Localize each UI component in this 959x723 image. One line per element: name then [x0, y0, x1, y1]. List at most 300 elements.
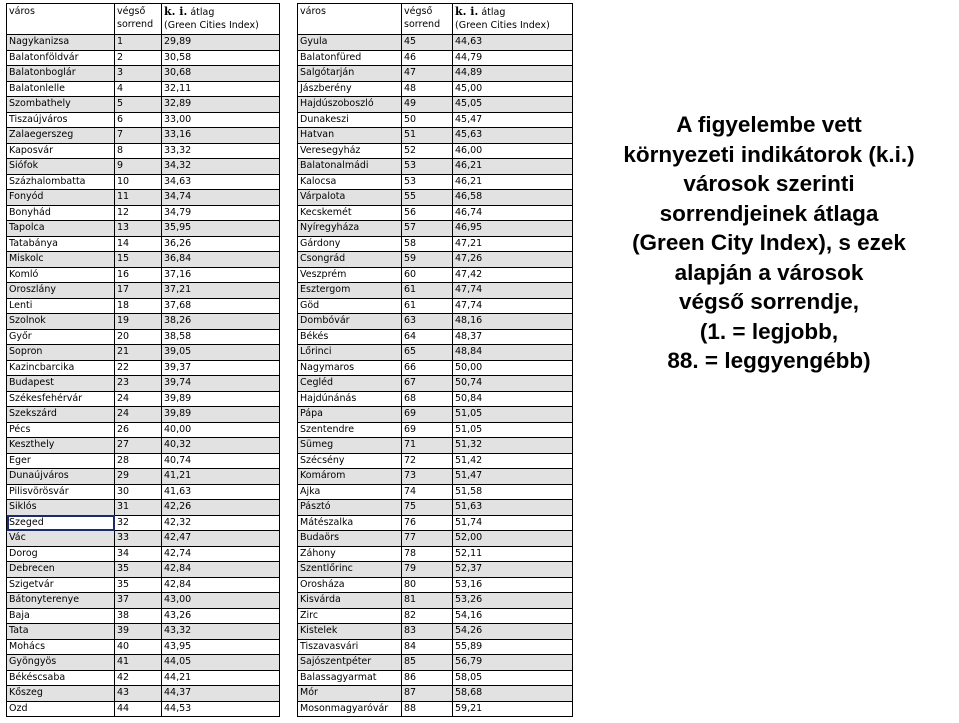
- index-cell: 38,26: [162, 314, 280, 330]
- index-cell: 51,05: [453, 407, 573, 423]
- table-row: [7, 577, 280, 593]
- table-row: [298, 500, 573, 516]
- city-cell: Várpalota: [298, 190, 402, 206]
- rank-cell: 34: [115, 546, 162, 562]
- city-cell: Pécs: [7, 422, 115, 438]
- city-cell: Csongrád: [298, 252, 402, 268]
- city-cell: Ozd: [7, 701, 115, 717]
- city-cell: Szigetvár: [7, 577, 115, 593]
- table-row: [7, 407, 280, 423]
- index-cell: 51,42: [453, 453, 573, 469]
- city-cell: Pápa: [298, 407, 402, 423]
- index-cell: 46,00: [453, 143, 573, 159]
- table-row: [7, 143, 280, 159]
- rank-cell: 23: [115, 376, 162, 392]
- city-cell: Székesfehérvár: [7, 391, 115, 407]
- index-cell: 53,26: [453, 593, 573, 609]
- rank-cell: 19: [115, 314, 162, 330]
- rank-cell: 48: [402, 81, 453, 97]
- index-cell: 37,68: [162, 298, 280, 314]
- caption-line: városok szerinti: [683, 171, 855, 196]
- table-header-row: [298, 4, 573, 35]
- rank-cell: 77: [402, 531, 453, 547]
- rank-cell: 20: [115, 329, 162, 345]
- table-row: [298, 577, 573, 593]
- table-row: [298, 484, 573, 500]
- rank-cell: 71: [402, 438, 453, 454]
- index-cell: 52,00: [453, 531, 573, 547]
- table-row: [298, 221, 573, 237]
- rank-cell: 37: [115, 593, 162, 609]
- index-cell: 39,89: [162, 407, 280, 423]
- city-cell: Békés: [298, 329, 402, 345]
- caption-line: végső sorrendje,: [678, 289, 860, 314]
- rank-cell: 35: [115, 562, 162, 578]
- table-row: [298, 283, 573, 299]
- city-cell: Sümeg: [298, 438, 402, 454]
- city-cell: Balatonalmádi: [298, 159, 402, 175]
- table-row: [298, 174, 573, 190]
- city-cell: Bonyhád: [7, 205, 115, 221]
- rank-cell: 21: [115, 345, 162, 361]
- table-row: [298, 515, 573, 531]
- index-cell: 46,21: [453, 174, 573, 190]
- index-cell: 52,37: [453, 562, 573, 578]
- rank-cell: 72: [402, 453, 453, 469]
- rank-cell: 13: [115, 221, 162, 237]
- table-row: [298, 438, 573, 454]
- table-row: [7, 515, 280, 531]
- index-cell: 38,58: [162, 329, 280, 345]
- rank-cell: 66: [402, 360, 453, 376]
- table-row: [298, 267, 573, 283]
- ranking-table-right: [297, 3, 573, 717]
- city-cell: Tatabánya: [7, 236, 115, 252]
- table-row: [298, 376, 573, 392]
- table-row: [7, 128, 280, 144]
- table-row: [298, 453, 573, 469]
- table-row: [7, 670, 280, 686]
- index-cell: 39,89: [162, 391, 280, 407]
- table-row: [7, 655, 280, 671]
- city-cell: Cegléd: [298, 376, 402, 392]
- index-cell: 51,74: [453, 515, 573, 531]
- index-cell: 44,89: [453, 66, 573, 82]
- table-row: [298, 128, 573, 144]
- rank-cell: 73: [402, 469, 453, 485]
- rank-cell: 58: [402, 236, 453, 252]
- table-row: [7, 221, 280, 237]
- rank-cell: 69: [402, 407, 453, 423]
- index-cell: 42,26: [162, 500, 280, 516]
- city-cell: Kaposvár: [7, 143, 115, 159]
- index-cell: 47,74: [453, 283, 573, 299]
- city-cell: Veresegyház: [298, 143, 402, 159]
- ranking-table-right-body: [298, 4, 573, 717]
- index-cell: 50,00: [453, 360, 573, 376]
- rank-cell: 84: [402, 639, 453, 655]
- table-row: [7, 686, 280, 702]
- city-cell: Gyula: [298, 35, 402, 51]
- index-cell: 47,26: [453, 252, 573, 268]
- rank-cell: 78: [402, 546, 453, 562]
- table-row: [298, 608, 573, 624]
- table-row: [298, 562, 573, 578]
- city-cell: Kisvárda: [298, 593, 402, 609]
- city-cell: Hajdúszoboszló: [298, 97, 402, 113]
- city-cell: Jászberény: [298, 81, 402, 97]
- city-cell: Siklós: [7, 500, 115, 516]
- index-cell: 39,74: [162, 376, 280, 392]
- rank-cell: 11: [115, 190, 162, 206]
- table-row: [7, 639, 280, 655]
- city-cell: Keszthely: [7, 438, 115, 454]
- rank-cell: 85: [402, 655, 453, 671]
- table-row: [298, 360, 573, 376]
- rank-cell: 7: [115, 128, 162, 144]
- table-row: [7, 112, 280, 128]
- index-cell: 30,58: [162, 50, 280, 66]
- index-cell: 40,00: [162, 422, 280, 438]
- city-cell: Gárdony: [298, 236, 402, 252]
- rank-cell: 64: [402, 329, 453, 345]
- table-row: [7, 236, 280, 252]
- table-row: [7, 205, 280, 221]
- city-cell: Pilisvörösvár: [7, 484, 115, 500]
- table-row: [298, 143, 573, 159]
- rank-cell: 4: [115, 81, 162, 97]
- rank-cell: 16: [115, 267, 162, 283]
- city-cell: Nyíregyháza: [298, 221, 402, 237]
- caption-line: sorrendjeinek átlaga: [659, 200, 879, 226]
- table-row: [298, 686, 573, 702]
- city-cell: Balatonföldvár: [7, 50, 115, 66]
- table-row: [7, 329, 280, 345]
- index-cell: 58,68: [453, 686, 573, 702]
- city-cell: Százhalombatta: [7, 174, 115, 190]
- table-row: [298, 639, 573, 655]
- caption-line: (Green City Index), s ezek: [632, 230, 906, 255]
- table-row: [298, 81, 573, 97]
- index-cell: 47,21: [453, 236, 573, 252]
- index-cell: 40,32: [162, 438, 280, 454]
- caption-line: környezeti indikátorok (k.i.): [623, 141, 915, 167]
- table-row: [7, 360, 280, 376]
- rank-cell: 76: [402, 515, 453, 531]
- index-cell: 45,63: [453, 128, 573, 144]
- index-cell: 59,21: [453, 701, 573, 717]
- table-row: [7, 701, 280, 717]
- city-cell: Siófok: [7, 159, 115, 175]
- city-cell: Zirc: [298, 608, 402, 624]
- city-cell: Kőszeg: [7, 686, 115, 702]
- index-cell: 41,21: [162, 469, 280, 485]
- index-cell: 34,74: [162, 190, 280, 206]
- city-cell: Zalaegerszeg: [7, 128, 115, 144]
- city-cell: Balatonboglár: [7, 66, 115, 82]
- table-row: [7, 81, 280, 97]
- rank-cell: 1: [115, 35, 162, 51]
- rank-cell: 17: [115, 283, 162, 299]
- index-cell: 34,32: [162, 159, 280, 175]
- table-row: [7, 531, 280, 547]
- rank-cell: 61: [402, 298, 453, 314]
- index-cell: 29,89: [162, 35, 280, 51]
- index-cell: 44,37: [162, 686, 280, 702]
- rank-cell: 2: [115, 50, 162, 66]
- city-cell: Bátonyterenye: [7, 593, 115, 609]
- city-cell: Mátészalka: [298, 515, 402, 531]
- table-row: [298, 97, 573, 113]
- rank-cell: 55: [402, 190, 453, 206]
- city-cell: Kalocsa: [298, 174, 402, 190]
- index-cell: 45,05: [453, 97, 573, 113]
- table-row: [7, 283, 280, 299]
- index-cell: 56,79: [453, 655, 573, 671]
- rank-cell: 50: [402, 112, 453, 128]
- index-cell: 51,05: [453, 422, 573, 438]
- index-cell: 42,47: [162, 531, 280, 547]
- rank-cell: 35: [115, 577, 162, 593]
- city-cell: Békéscsaba: [7, 670, 115, 686]
- rank-cell: 75: [402, 500, 453, 516]
- city-cell: Nagymaros: [298, 360, 402, 376]
- city-cell: Balatonfüred: [298, 50, 402, 66]
- rank-cell: 83: [402, 624, 453, 640]
- city-cell: Szentlőrinc: [298, 562, 402, 578]
- city-cell: Kazincbarcika: [7, 360, 115, 376]
- city-cell: Szolnok: [7, 314, 115, 330]
- rank-cell: 12: [115, 205, 162, 221]
- rank-cell: 45: [402, 35, 453, 51]
- rank-cell: 28: [115, 453, 162, 469]
- rank-cell: 43: [115, 686, 162, 702]
- index-cell: 34,63: [162, 174, 280, 190]
- header-rank: végső sorrend: [115, 4, 162, 35]
- table-row: [7, 500, 280, 516]
- city-cell: Balassagyarmat: [298, 670, 402, 686]
- city-cell: Szeged: [7, 515, 115, 531]
- table-row: [7, 376, 280, 392]
- city-cell: Kecskemét: [298, 205, 402, 221]
- table-row: [7, 438, 280, 454]
- index-cell: 54,16: [453, 608, 573, 624]
- rank-cell: 27: [115, 438, 162, 454]
- rank-cell: 49: [402, 97, 453, 113]
- index-cell: 46,74: [453, 205, 573, 221]
- index-cell: 55,89: [453, 639, 573, 655]
- city-cell: Kistelek: [298, 624, 402, 640]
- city-cell: Lenti: [7, 298, 115, 314]
- table-row: [298, 314, 573, 330]
- ranking-table-left: [6, 3, 280, 717]
- index-cell: 32,11: [162, 81, 280, 97]
- city-cell: Mór: [298, 686, 402, 702]
- index-cell: 36,26: [162, 236, 280, 252]
- city-cell: Ajka: [298, 484, 402, 500]
- caption-line: 88. = leggyengébb): [667, 348, 871, 373]
- city-cell: Szombathely: [7, 97, 115, 113]
- table-row: [7, 190, 280, 206]
- index-cell: 44,63: [453, 35, 573, 51]
- rank-cell: 24: [115, 391, 162, 407]
- index-cell: 45,00: [453, 81, 573, 97]
- rank-cell: 18: [115, 298, 162, 314]
- index-cell: 47,42: [453, 267, 573, 283]
- index-cell: 51,32: [453, 438, 573, 454]
- rank-cell: 79: [402, 562, 453, 578]
- rank-cell: 44: [115, 701, 162, 717]
- city-cell: Mohács: [7, 639, 115, 655]
- index-cell: 33,32: [162, 143, 280, 159]
- index-cell: 30,68: [162, 66, 280, 82]
- city-cell: Balatonlelle: [7, 81, 115, 97]
- rank-cell: 29: [115, 469, 162, 485]
- table-row: [7, 267, 280, 283]
- table-header-row: [7, 4, 280, 35]
- index-cell: 41,63: [162, 484, 280, 500]
- rank-cell: 82: [402, 608, 453, 624]
- table-row: [7, 624, 280, 640]
- table-row: [7, 546, 280, 562]
- city-cell: Vác: [7, 531, 115, 547]
- table-row: [298, 531, 573, 547]
- rank-cell: 14: [115, 236, 162, 252]
- index-cell: 51,47: [453, 469, 573, 485]
- slide-caption: [582, 110, 956, 376]
- rank-cell: 22: [115, 360, 162, 376]
- index-cell: 48,37: [453, 329, 573, 345]
- index-cell: 51,58: [453, 484, 573, 500]
- index-cell: 48,16: [453, 314, 573, 330]
- city-cell: Tata: [7, 624, 115, 640]
- rank-cell: 5: [115, 97, 162, 113]
- table-row: [298, 422, 573, 438]
- table-row: [298, 205, 573, 221]
- city-cell: Budaörs: [298, 531, 402, 547]
- index-cell: 44,79: [453, 50, 573, 66]
- city-cell: Tiszaújváros: [7, 112, 115, 128]
- rank-cell: 88: [402, 701, 453, 717]
- table-row: [7, 484, 280, 500]
- caption-line: (1. = legjobb,: [699, 318, 839, 344]
- index-cell: 37,21: [162, 283, 280, 299]
- city-cell: Sopron: [7, 345, 115, 361]
- table-row: [298, 236, 573, 252]
- index-cell: 34,79: [162, 205, 280, 221]
- index-cell: 42,32: [162, 515, 280, 531]
- rank-cell: 10: [115, 174, 162, 190]
- city-cell: Szentendre: [298, 422, 402, 438]
- table-row: [298, 329, 573, 345]
- index-cell: 39,37: [162, 360, 280, 376]
- city-cell: Miskolc: [7, 252, 115, 268]
- city-cell: Debrecen: [7, 562, 115, 578]
- table-row: [7, 35, 280, 51]
- index-cell: 52,11: [453, 546, 573, 562]
- city-cell: Budapest: [7, 376, 115, 392]
- header-city: város: [7, 4, 115, 35]
- index-cell: 33,00: [162, 112, 280, 128]
- table-row: [7, 593, 280, 609]
- rank-cell: 53: [402, 174, 453, 190]
- rank-cell: 65: [402, 345, 453, 361]
- rank-cell: 39: [115, 624, 162, 640]
- caption-line: A figyelembe vett: [676, 112, 862, 137]
- table-row: [298, 159, 573, 175]
- city-cell: Gyöngyös: [7, 655, 115, 671]
- rank-cell: 51: [402, 128, 453, 144]
- rank-cell: 40: [115, 639, 162, 655]
- rank-cell: 41: [115, 655, 162, 671]
- index-cell: 58,05: [453, 670, 573, 686]
- index-cell: 42,84: [162, 562, 280, 578]
- rank-cell: 47: [402, 66, 453, 82]
- rank-cell: 24: [115, 407, 162, 423]
- index-cell: 45,47: [453, 112, 573, 128]
- city-cell: Dombóvár: [298, 314, 402, 330]
- ranking-table-left-body: [7, 4, 280, 717]
- index-cell: 44,05: [162, 655, 280, 671]
- city-cell: Sajószentpéter: [298, 655, 402, 671]
- rank-cell: 57: [402, 221, 453, 237]
- caption-line: alapján a városok: [674, 259, 864, 285]
- rank-cell: 52: [402, 143, 453, 159]
- index-cell: 44,53: [162, 701, 280, 717]
- rank-cell: 81: [402, 593, 453, 609]
- rank-cell: 63: [402, 314, 453, 330]
- index-cell: 36,84: [162, 252, 280, 268]
- rank-cell: 87: [402, 686, 453, 702]
- table-row: [298, 469, 573, 485]
- table-row: [298, 655, 573, 671]
- city-cell: Oroszlány: [7, 283, 115, 299]
- rank-cell: 74: [402, 484, 453, 500]
- table-row: [7, 314, 280, 330]
- header-rank: végső sorrend: [402, 4, 453, 35]
- index-cell: 54,26: [453, 624, 573, 640]
- table-row: [7, 391, 280, 407]
- index-cell: 43,95: [162, 639, 280, 655]
- table-row: [7, 97, 280, 113]
- city-cell: Záhony: [298, 546, 402, 562]
- table-row: [7, 608, 280, 624]
- city-cell: Dunaújváros: [7, 469, 115, 485]
- rank-cell: 15: [115, 252, 162, 268]
- rank-cell: 30: [115, 484, 162, 500]
- rank-cell: 3: [115, 66, 162, 82]
- index-cell: 42,74: [162, 546, 280, 562]
- table-row: [298, 670, 573, 686]
- rank-cell: 53: [402, 159, 453, 175]
- table-row: [7, 252, 280, 268]
- rank-cell: 8: [115, 143, 162, 159]
- city-cell: Göd: [298, 298, 402, 314]
- index-cell: 42,84: [162, 577, 280, 593]
- city-cell: Szécsény: [298, 453, 402, 469]
- header-index: k. i. átlag (Green Cities Index): [453, 4, 573, 35]
- index-cell: 44,21: [162, 670, 280, 686]
- city-cell: Veszprém: [298, 267, 402, 283]
- table-row: [298, 407, 573, 423]
- city-cell: Pásztó: [298, 500, 402, 516]
- rank-cell: 68: [402, 391, 453, 407]
- table-row: [298, 701, 573, 717]
- table-row: [298, 50, 573, 66]
- rank-cell: 86: [402, 670, 453, 686]
- table-row: [298, 252, 573, 268]
- city-cell: Komló: [7, 267, 115, 283]
